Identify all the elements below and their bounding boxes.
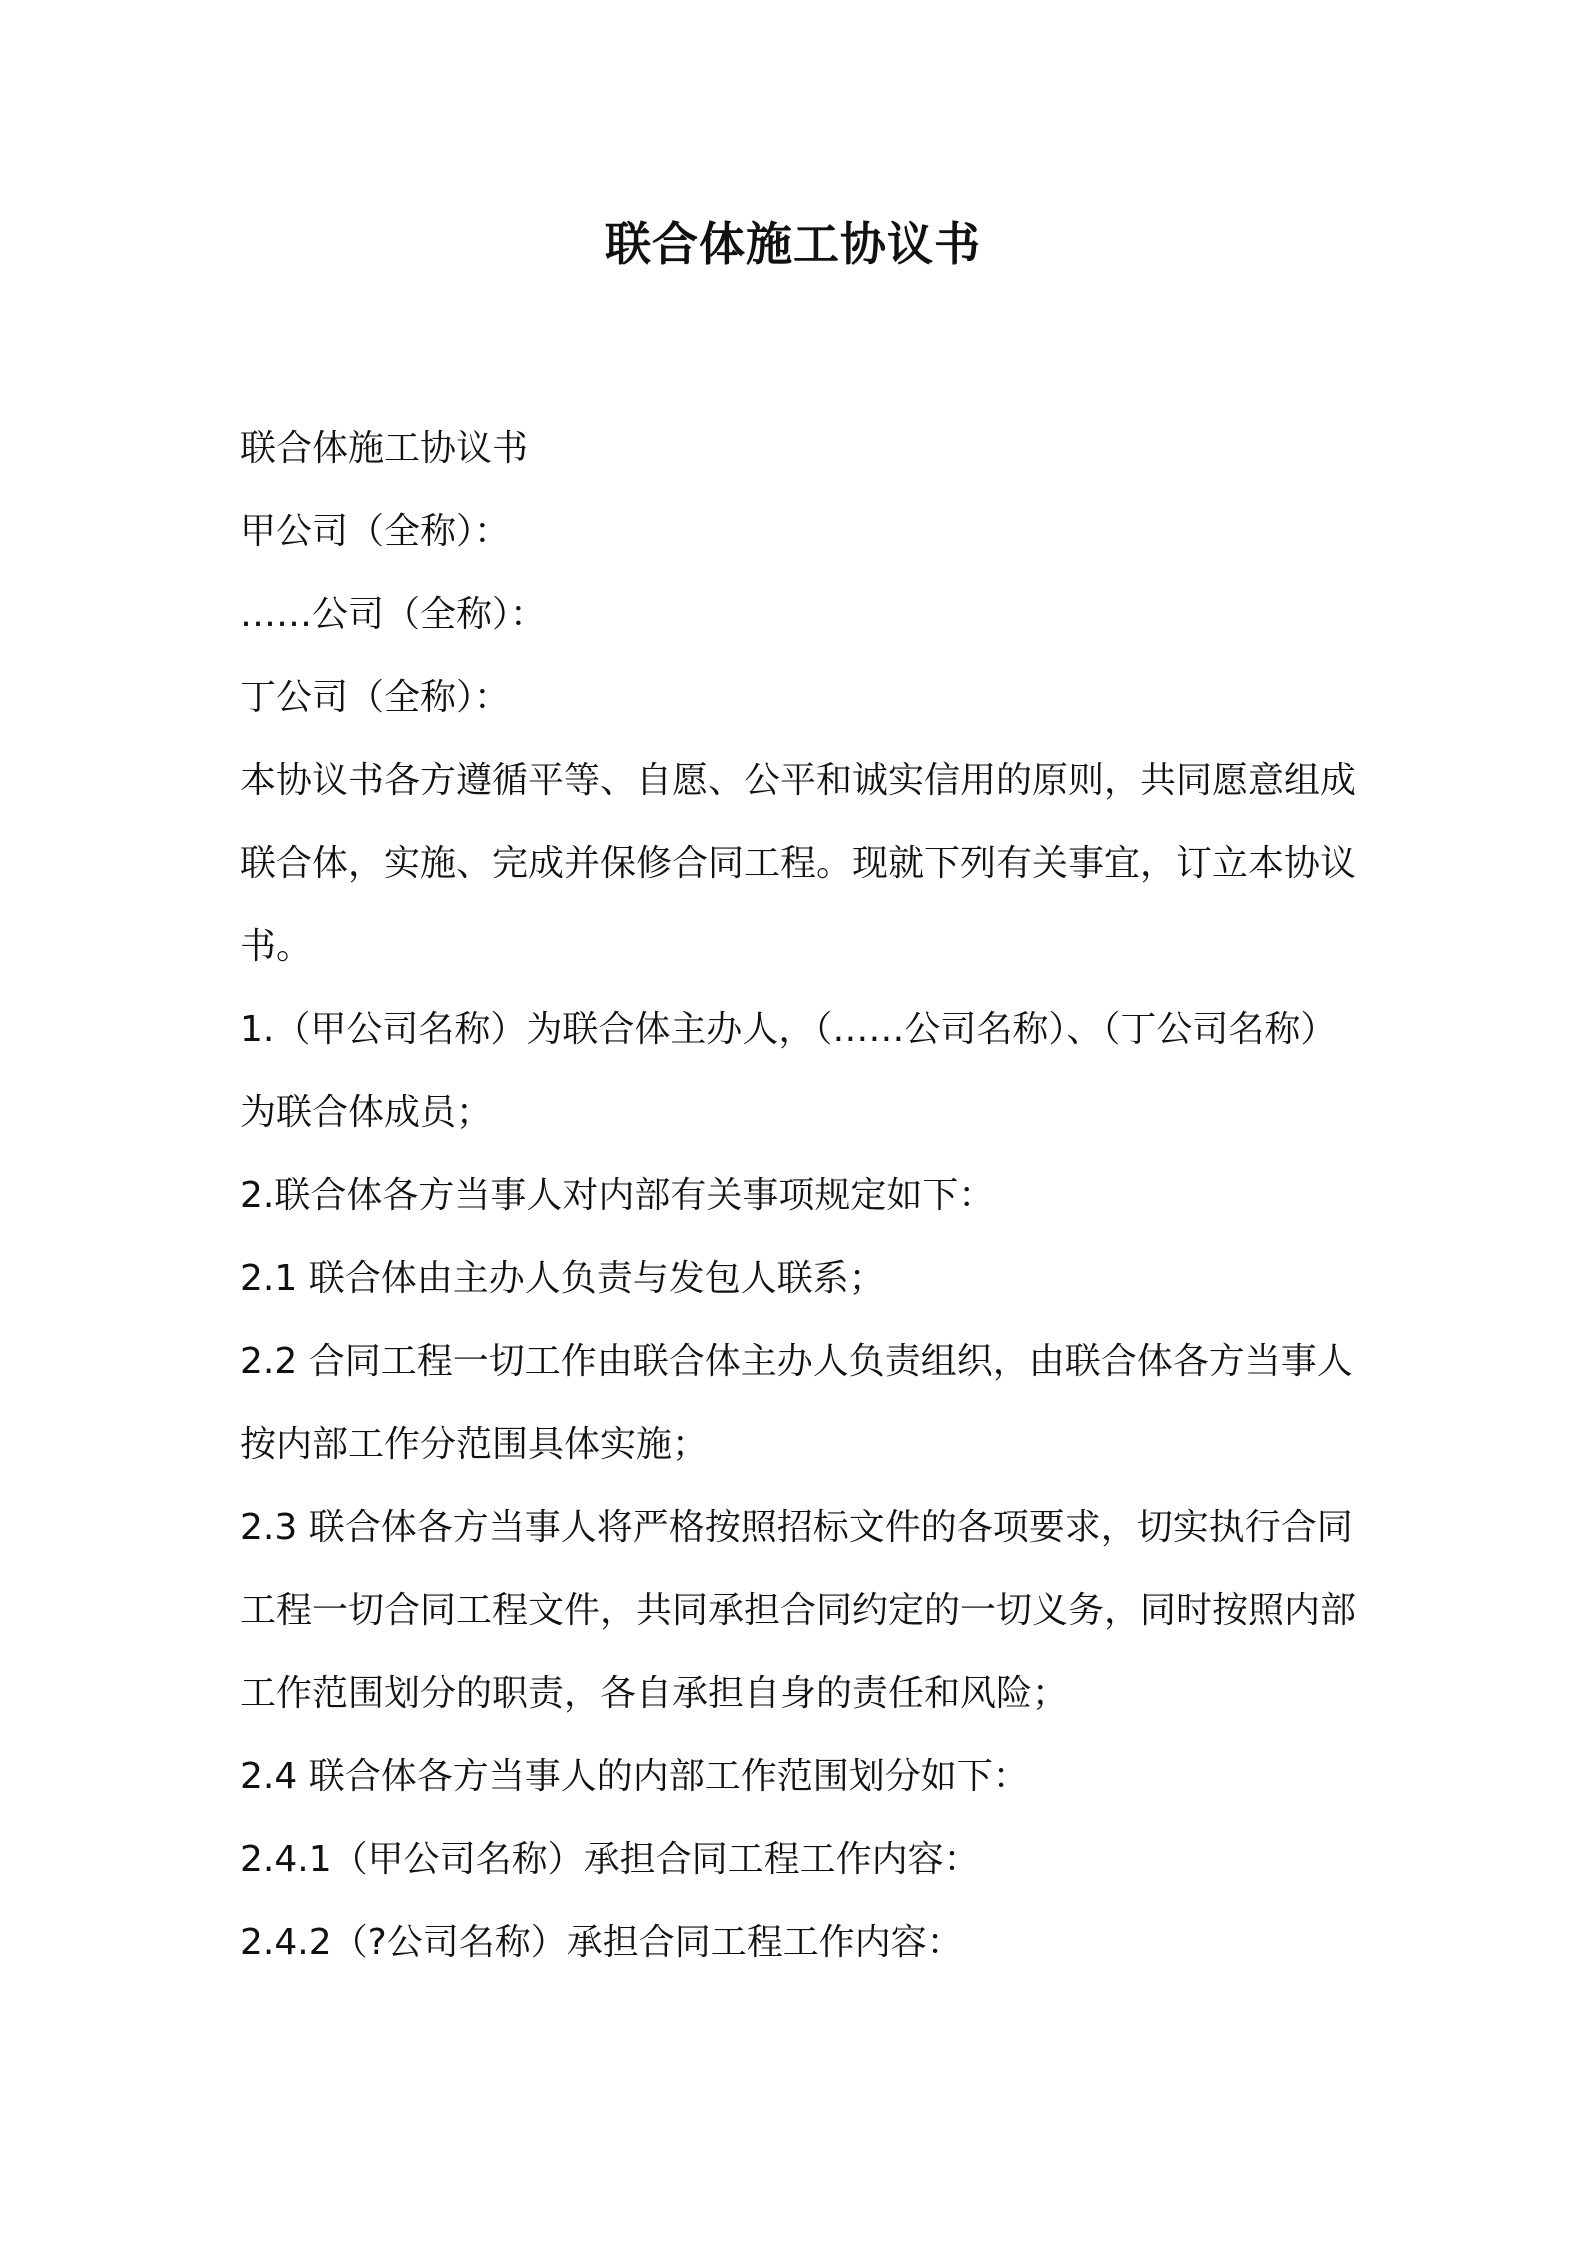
clause-2-1: 2.1 联合体由主办人负责与发包人联系； [240, 1258, 885, 1299]
clause-2-4-2: 2.4.2（?公司名称）承担合同工程工作内容： [240, 1922, 963, 1963]
party-a-line: 甲公司（全称）： [240, 511, 511, 552]
preamble-paragraph: 本协议书各方遵循平等、自愿、公平和诚实信用的原则，共同愿意组成联合体，实施、完成并保修合同工程。现就下列有关事宜，订立本协议书。 [240, 760, 1357, 967]
document-body [240, 407, 1360, 1984]
party-d-line: 丁公司（全称）： [240, 677, 511, 718]
clause-2: 2.联合体各方当事人对内部有关事项规定如下： [240, 1175, 995, 1216]
party-other-line: ……公司（全称）： [240, 594, 547, 635]
clause-2-2: 2.2 合同工程一切工作由联合体主办人负责组织，由联合体各方当事人按内部工作分范围具体实施； [240, 1341, 1353, 1465]
clause-1: 1.（甲公司名称）为联合体主办人，（……公司名称）、（丁公司名称）为联合体成员； [240, 1009, 1337, 1133]
clause-2-4: 2.4 联合体各方当事人的内部工作范围划分如下： [240, 1756, 1029, 1797]
clause-2-4-1: 2.4.1（甲公司名称）承担合同工程工作内容： [240, 1839, 980, 1880]
clause-2-3: 2.3 联合体各方当事人将严格按照招标文件的各项要求，切实执行合同工程一切合同工程文件，共同承担合同约定的一切义务，同时按照内部工作范围划分的职责，各自承担自身的责任和风险； [240, 1507, 1357, 1714]
document-title: 联合体施工协议书 [605, 217, 981, 271]
paragraph-heading: 联合体施工协议书 [240, 428, 529, 469]
